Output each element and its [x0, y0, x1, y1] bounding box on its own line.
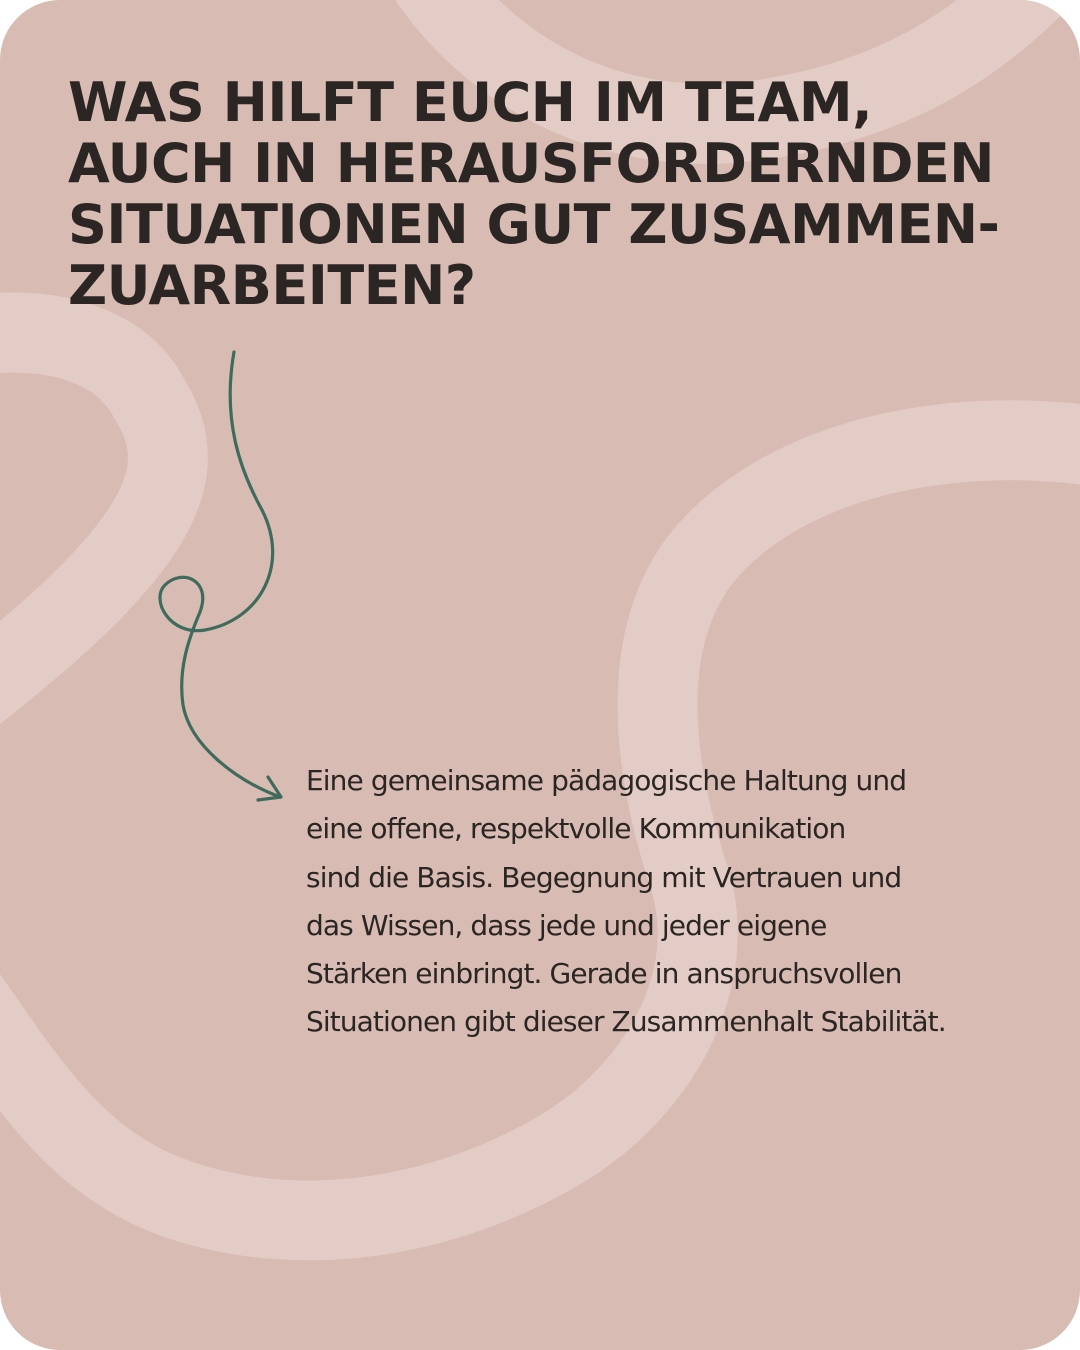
answer-text	[306, 757, 1046, 1047]
title-line-2: AUCH IN HERAUSFORDERNDEN	[68, 132, 994, 195]
answer-line-4: das Wissen, dass jede und jeder eigene	[306, 908, 827, 942]
title-line-1: WAS HILFT EUCH IM TEAM,	[68, 71, 873, 134]
answer-line-3: sind die Basis. Begegnung mit Vertrauen und	[306, 860, 902, 894]
title-line-3: SITUATIONEN GUT ZUSAMMEN-	[68, 193, 1000, 256]
answer-line-5: Stärken einbringt. Gerade in anspruchsvollen	[306, 957, 902, 991]
title-line-4: ZUARBEITEN?	[68, 254, 476, 317]
answer-line-1: Eine gemeinsame pädagogische Haltung und	[306, 764, 907, 797]
answer-line-2: eine offene, respektvolle Kommunikation	[306, 812, 846, 846]
answer-line-6: Situationen gibt dieser Zusammenhalt Stabilität.	[306, 1005, 946, 1039]
